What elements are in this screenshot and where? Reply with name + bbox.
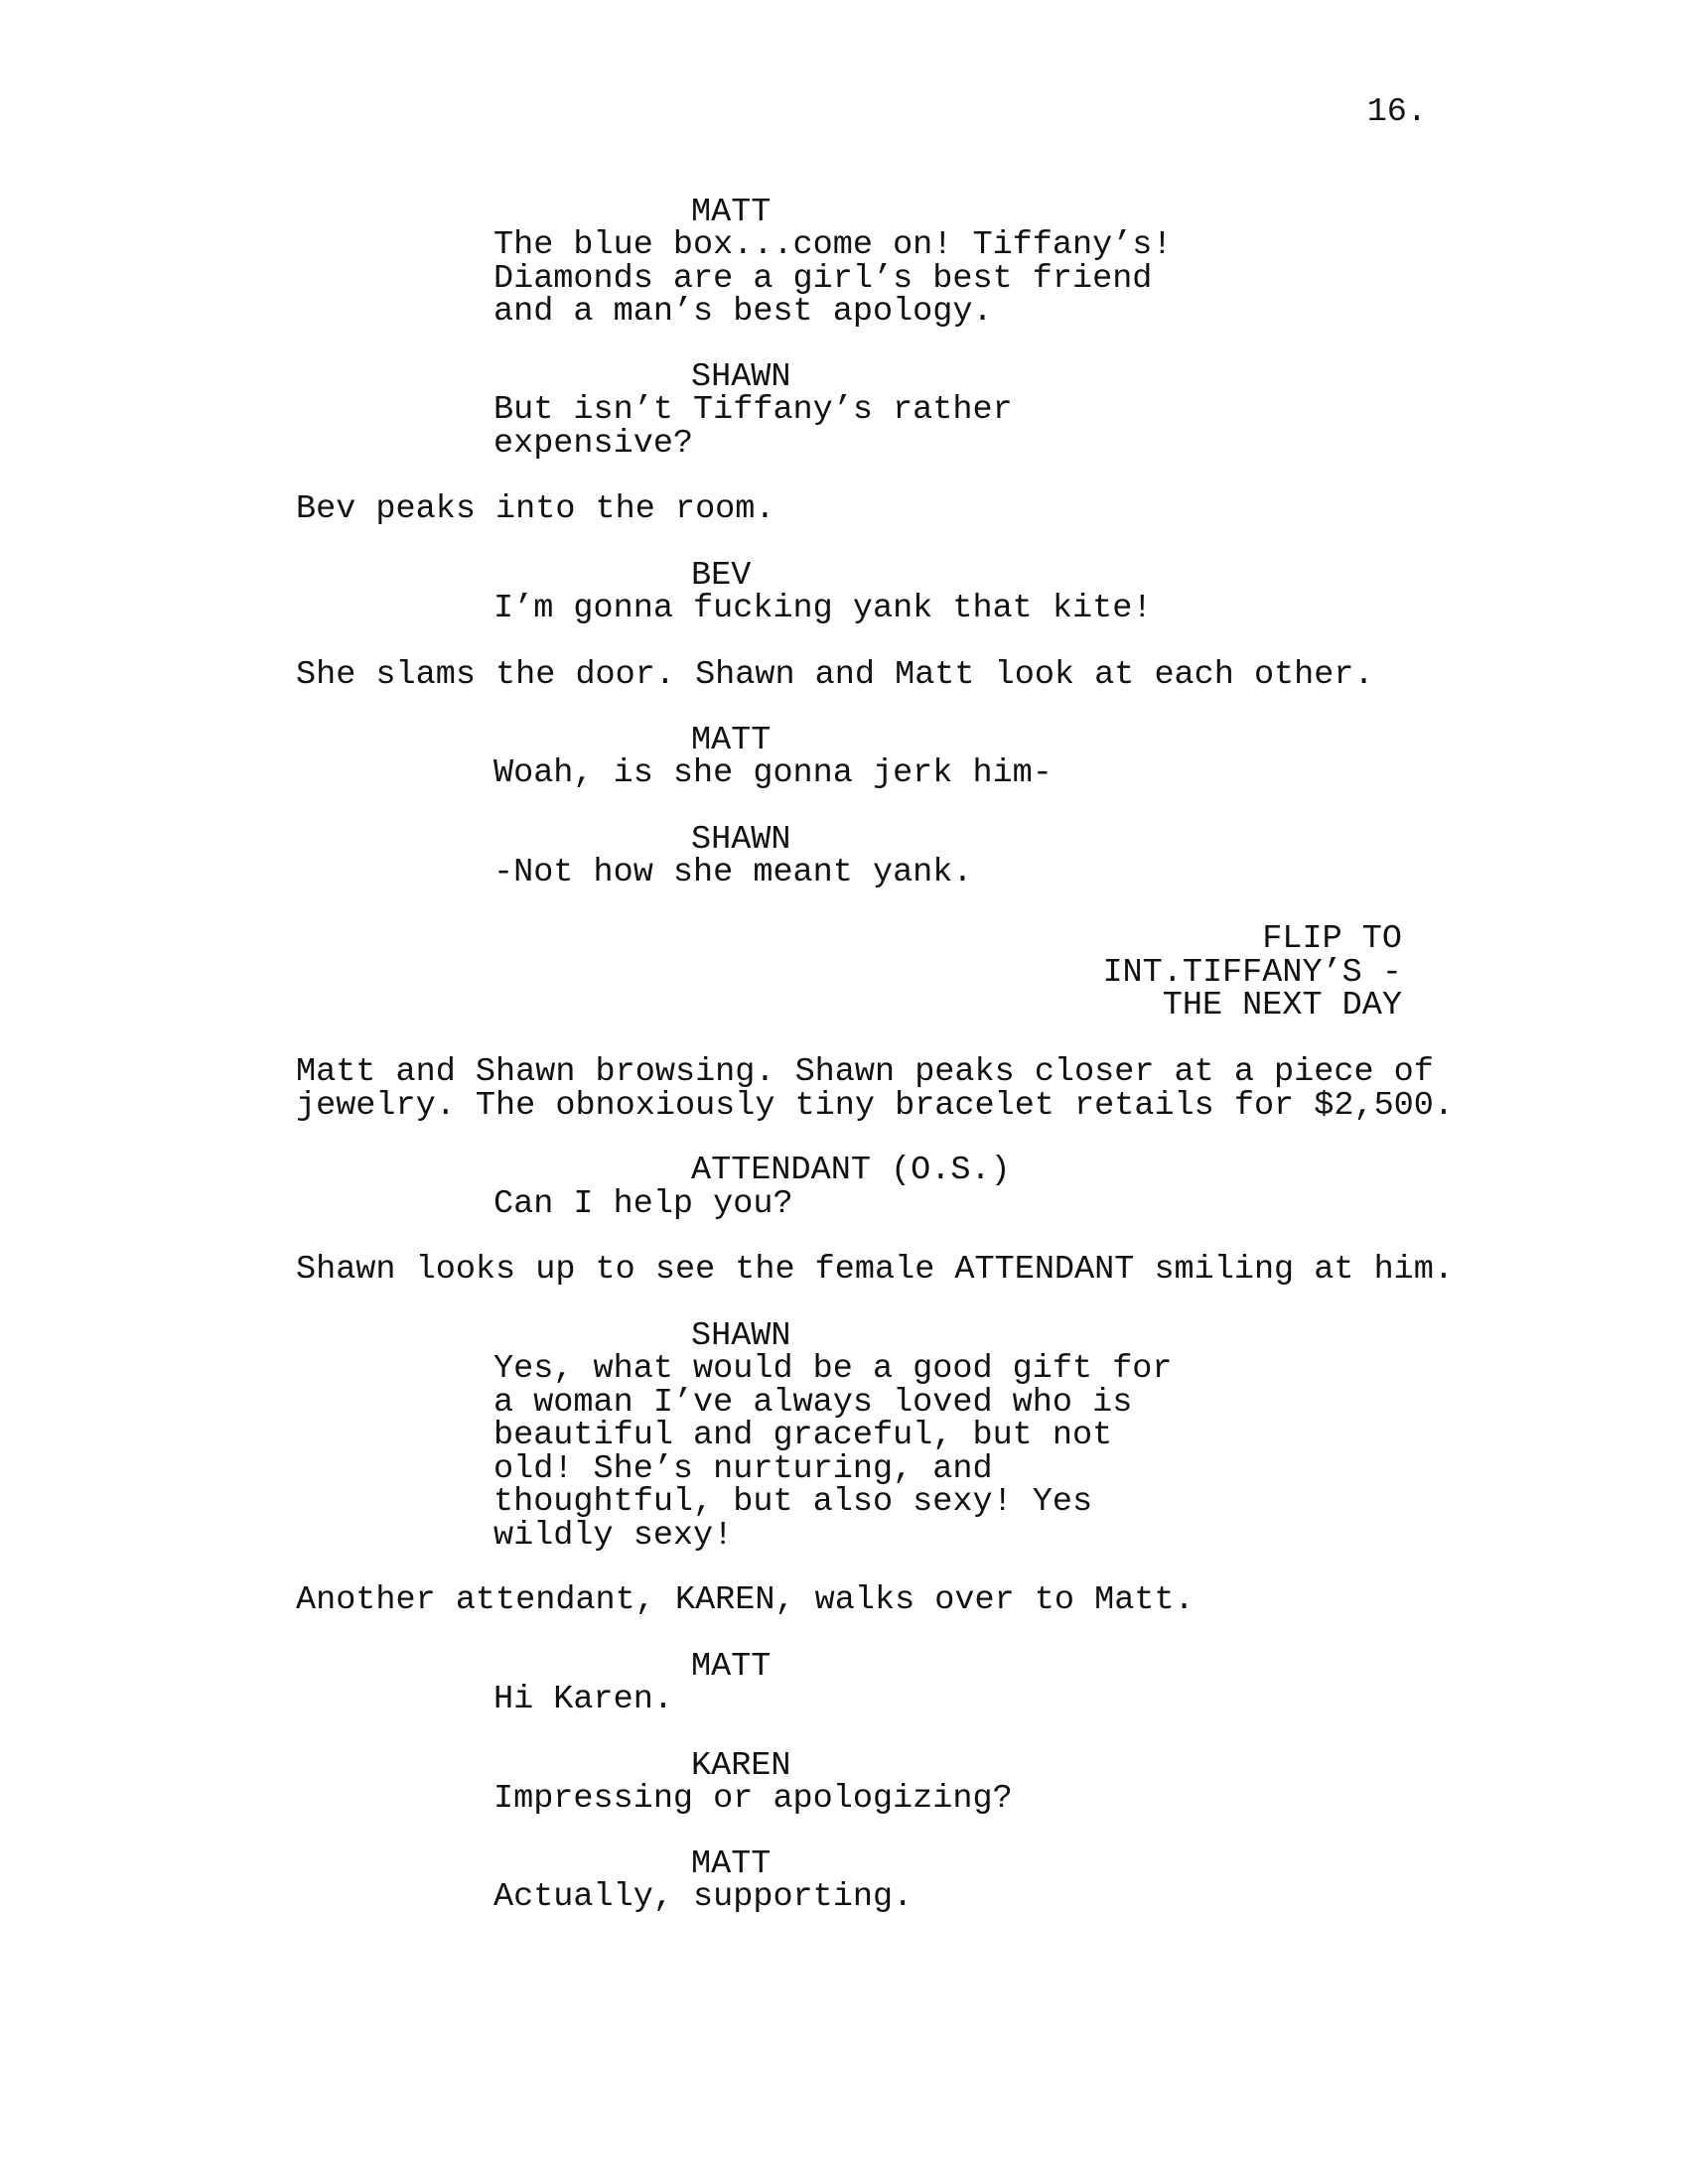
dialogue: I’m gonna fucking yank that kite!	[493, 590, 1153, 627]
character-cue: SHAWN	[691, 358, 791, 396]
character-cue: SHAWN	[691, 1317, 791, 1355]
action-line: Shawn looks up to see the female ATTENDANT smiling at him.	[296, 1251, 1454, 1289]
action-line: Matt and Shawn browsing. Shawn peaks closer at a piece of jewelry. The obnoxiously tiny bracelet retails for $2,500.	[296, 1053, 1454, 1125]
dialogue: Hi Karen.	[493, 1681, 673, 1718]
action-line: She slams the door. Shawn and Matt look at each other.	[296, 656, 1374, 694]
character-cue: KAREN	[691, 1747, 791, 1785]
transition: FLIP TO INT.TIFFANY’S - THE NEXT DAY	[1102, 920, 1402, 1024]
character-cue: MATT	[691, 1845, 772, 1883]
character-cue: MATT	[691, 194, 772, 231]
dialogue: Woah, is she gonna jerk him-	[493, 754, 1053, 792]
character-cue: BEV	[691, 557, 752, 595]
dialogue: But isn’t Tiffany’s rather expensive?	[493, 391, 1013, 463]
action-line: Bev peaks into the room.	[296, 490, 775, 528]
character-cue: ATTENDANT (O.S.)	[691, 1152, 1011, 1189]
character-cue: MATT	[691, 1648, 772, 1686]
dialogue: Yes, what would be a good gift for a woman I’ve always loved who is beautiful and graceful, but not old! She’s nurturing, and thoughtful, but also sexy! Yes wildly sexy!	[493, 1350, 1173, 1555]
character-cue: SHAWN	[691, 821, 791, 859]
page-number: 16.	[1366, 93, 1427, 131]
character-cue: MATT	[691, 722, 772, 759]
dialogue: Actually, supporting.	[493, 1878, 914, 1916]
dialogue: The blue box...come on! Tiffany’s! Diamonds are a girl’s best friend and a man’s best apology.	[493, 226, 1173, 331]
action-line: Another attendant, KAREN, walks over to Matt.	[296, 1581, 1195, 1619]
dialogue: Can I help you?	[493, 1185, 793, 1223]
dialogue: -Not how she meant yank.	[493, 854, 973, 891]
dialogue: Impressing or apologizing?	[493, 1780, 1013, 1818]
